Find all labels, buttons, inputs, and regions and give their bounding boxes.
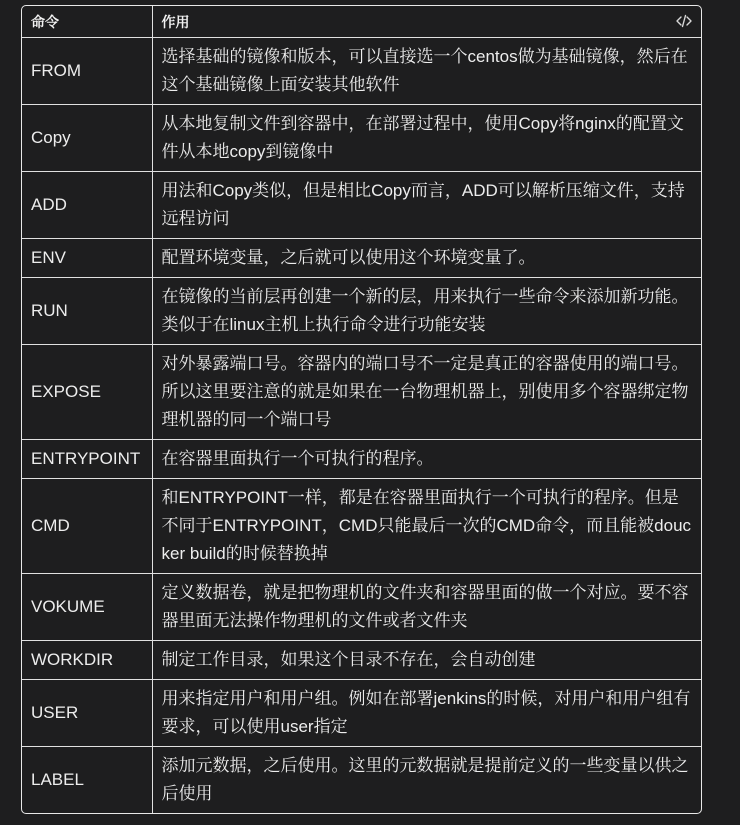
table-row bbox=[22, 38, 701, 105]
description-cell: 用法和Copy类似，但是相比Copy而言，ADD可以解析压缩文件，支持远程访问 bbox=[152, 172, 701, 239]
description-cell: 和ENTRYPOINT一样，都是在容器里面执行一个可执行的程序。但是不同于ENTRYPOINT，CMD只能最后一次的CMD命令，而且能被doucker build的时候替换掉 bbox=[152, 479, 701, 574]
table-row bbox=[22, 641, 701, 680]
command-table bbox=[21, 5, 702, 814]
command-cell: ADD bbox=[22, 172, 152, 239]
command-cell: FROM bbox=[22, 38, 152, 105]
description-cell: 选择基础的镜像和版本，可以直接选一个centos做为基础镜像，然后在这个基础镜像上面安装其他软件 bbox=[161, 47, 688, 94]
description-cell: 添加元数据，之后使用。这里的元数据就是提前定义的一些变量以供之后使用 bbox=[152, 747, 701, 814]
command-table-grid bbox=[22, 6, 701, 813]
description-cell: 定义数据卷，就是把物理机的文件夹和容器里面的做一个对应。要不容器里面无法操作物理机的文件或者文件夹 bbox=[152, 574, 701, 641]
description-cell: 配置环境变量，之后就可以使用这个环境变量了。 bbox=[152, 239, 701, 278]
description-cell: 在镜像的当前层再创建一个新的层，用来执行一些命令来添加新功能。类似于在linux主机上执行命令进行功能安装 bbox=[152, 278, 701, 345]
command-cell: ENV bbox=[22, 239, 152, 278]
command-cell: RUN bbox=[22, 278, 152, 345]
command-cell: WORKDIR bbox=[22, 641, 152, 680]
table-row bbox=[22, 680, 701, 747]
table-row bbox=[22, 479, 701, 574]
command-cell: ENTRYPOINT bbox=[22, 440, 152, 479]
description-cell: 制定工作目录，如果这个目录不存在，会自动创建 bbox=[152, 641, 701, 680]
command-cell: USER bbox=[22, 680, 152, 747]
header-purpose bbox=[152, 6, 701, 38]
description-cell: 对外暴露端口号。容器内的端口号不一定是真正的容器使用的端口号。所以这里要注意的就是如果在一台物理机器上，别使用多个容器绑定物理机器的同一个端口号 bbox=[152, 345, 701, 440]
table-row bbox=[22, 105, 701, 172]
code-icon[interactable] bbox=[676, 14, 692, 28]
command-cell: CMD bbox=[22, 479, 152, 574]
command-cell: VOKUME bbox=[22, 574, 152, 641]
description-cell: 从本地复制文件到容器中，在部署过程中，使用Copy将nginx的配置文件从本地copy到镜像中 bbox=[152, 105, 701, 172]
table-row bbox=[22, 747, 701, 814]
table-row bbox=[22, 574, 701, 641]
table-header-row bbox=[22, 6, 701, 38]
command-cell: LABEL bbox=[22, 747, 152, 814]
description-cell: 用来指定用户和用户组。例如在部署jenkins的时候，对用户和用户组有要求，可以使用user指定 bbox=[152, 680, 701, 747]
table-row bbox=[22, 440, 701, 479]
header-command: 命令 bbox=[22, 6, 152, 38]
header-purpose-label: 作用 bbox=[161, 13, 190, 30]
command-cell: Copy bbox=[22, 105, 152, 172]
description-cell: 在容器里面执行一个可执行的程序。 bbox=[152, 440, 701, 479]
table-row bbox=[22, 345, 701, 440]
table-row bbox=[22, 172, 701, 239]
table-row bbox=[22, 278, 701, 345]
table-row bbox=[22, 239, 701, 278]
command-cell: EXPOSE bbox=[22, 345, 152, 440]
